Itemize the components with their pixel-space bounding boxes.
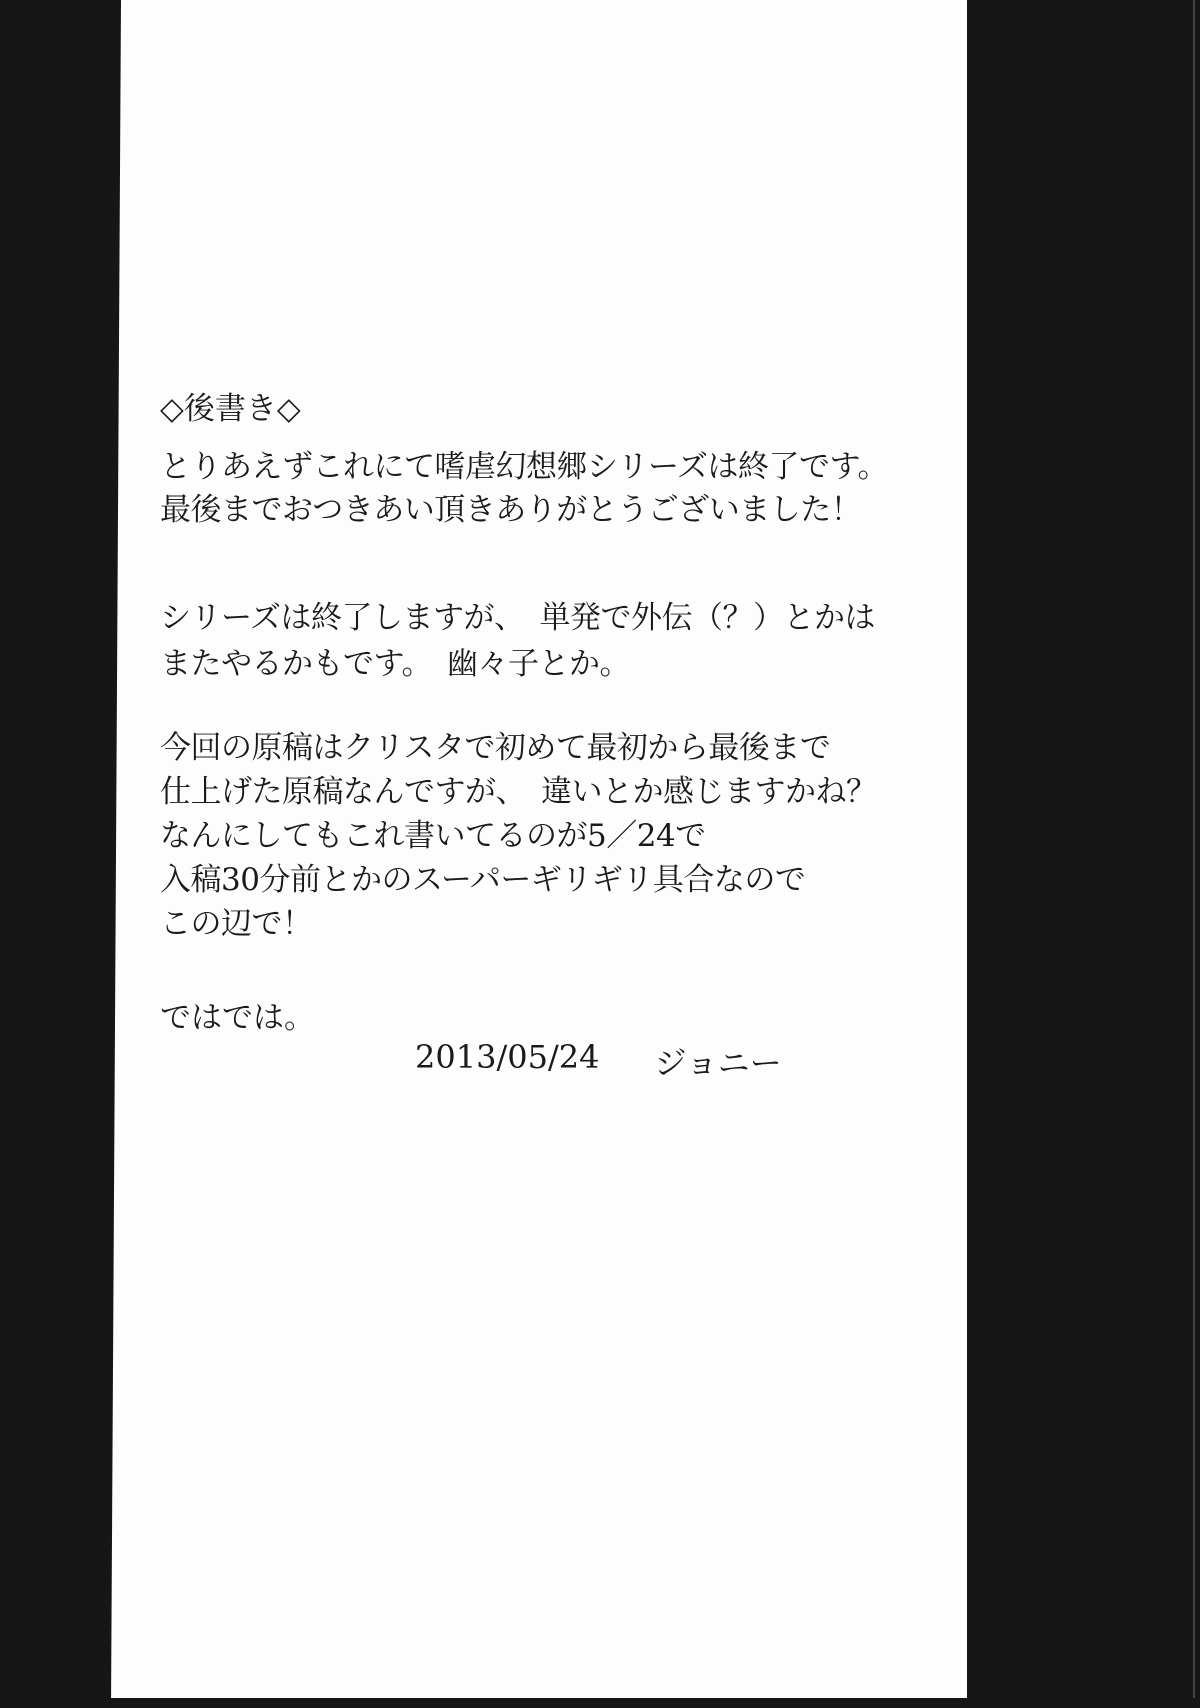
afterword-line: 仕上げた原稿なんですが、 違いとか感じますかね？	[160, 774, 877, 810]
afterword-line: 入稿30分前とかのスーパーギリギリ具合なので	[160, 862, 806, 898]
afterword-paragraph	[160, 600, 875, 695]
afterword-line: 最後までおつきあい頂きありがとうございました！	[160, 492, 862, 528]
afterword-line: 今回の原稿はクリスタで初めて最初から最後まで	[160, 730, 831, 766]
scan-edge-highlight	[1193, 0, 1195, 1708]
afterword-title: ◇後書き◇	[160, 391, 301, 427]
afterword-paragraph	[160, 730, 877, 953]
afterword-line: とりあえずこれにて嗜虐幻想郷シリーズは終了です。	[160, 449, 888, 485]
afterword-paragraph	[160, 449, 888, 538]
afterword-line: なんにしてもこれ書いてるのが5／24で	[160, 818, 706, 854]
afterword-line: シリーズは終了しますが、 単発で外伝（？）とかは	[160, 600, 875, 636]
signature-line	[415, 1038, 782, 1084]
afterword-line: またやるかもです。 幽々子とか。	[160, 646, 631, 682]
signature-author: ジョニー	[654, 1044, 782, 1082]
bottom-page-edge	[0, 1698, 1200, 1708]
signature-date: 2013/05/24	[415, 1038, 600, 1076]
afterword-line: この辺で！	[160, 906, 313, 942]
left-page-edge	[0, 0, 130, 1708]
right-page-edge	[967, 0, 1200, 1708]
farewell-text: ではでは。	[160, 1000, 315, 1036]
